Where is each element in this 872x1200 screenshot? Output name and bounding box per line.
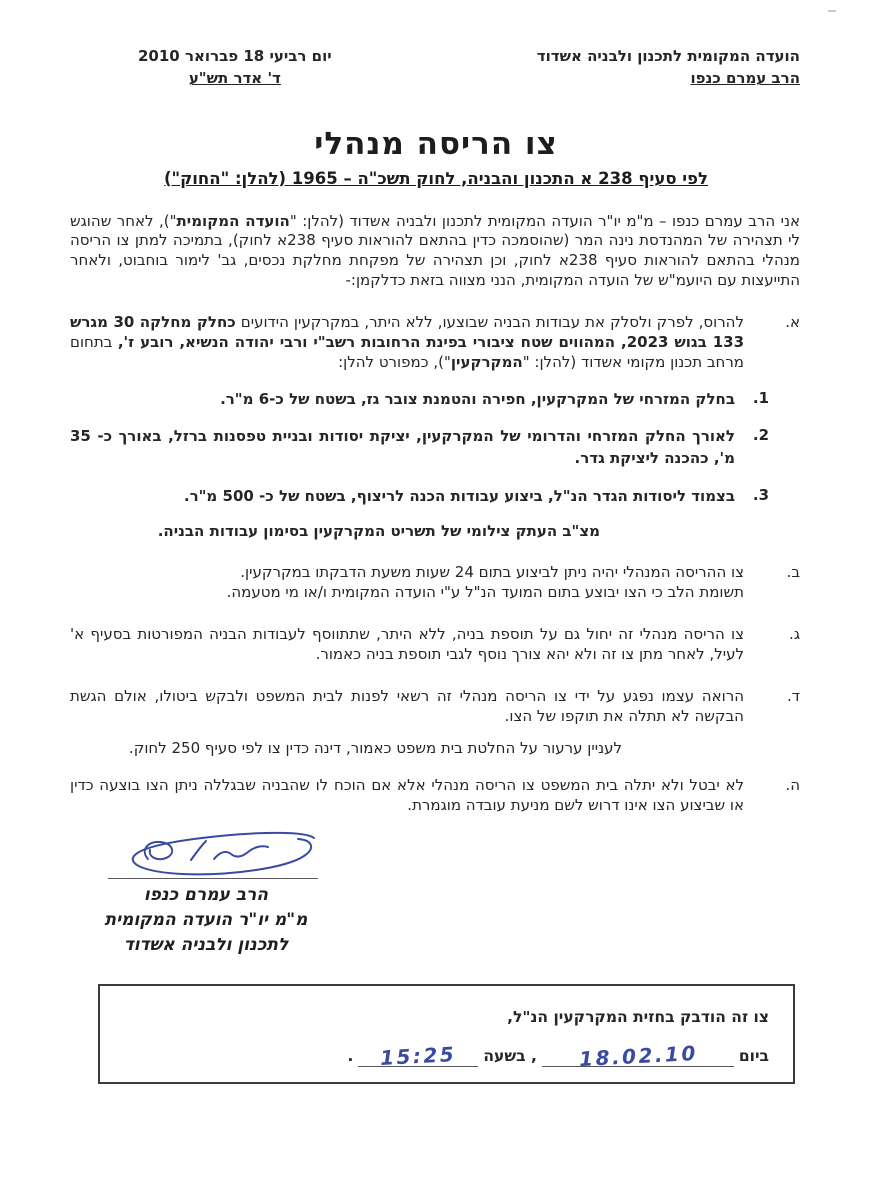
item-1-number: 1. — [752, 388, 769, 407]
posting-hour-label: , בשעה — [483, 1046, 537, 1065]
handwritten-time: 15:25 — [379, 1041, 458, 1070]
intro-text-2: "), לאחר שהוגש לי תצהירה של המהנדסת נינה המר (שהוסמכה כדין בהתאם להוראות סעיף 238א לחוק), בתמיכה למתן צו הריסה מנהלי בהתאם להוראות סעיף 238א לחוק, וכן תצהירה של מפקחת מחלקת נכסים, גב' לימור בוחבוט, ולאחר התייעצות עם היועמ"ש של הועדה המקומית, הנני מצווה בזאת כדלקמן:- — [70, 211, 800, 289]
posting-date-field — [542, 1040, 734, 1072]
demolition-item-1 — [70, 389, 800, 411]
demolition-item-3 — [70, 486, 800, 508]
intro-text-1: אני הרב עמרם כנפו – מ"מ יו"ר הועדה המקומית לתכנון ולבניה אשדוד (להלן: " — [289, 211, 800, 230]
posting-date-line — [124, 1040, 769, 1072]
section-a — [70, 313, 800, 373]
signatory-details — [80, 883, 332, 958]
signatory-role-1: מ"מ יו"ר הועדה המקומית — [104, 909, 308, 930]
document-body — [0, 212, 872, 1084]
section-b-text — [70, 563, 744, 603]
issuing-authority-block — [537, 46, 800, 90]
posting-time-field — [358, 1041, 478, 1070]
section-a-text — [70, 313, 744, 373]
gregorian-date: יום רביעי 18 פברואר 2010 — [138, 47, 332, 65]
section-a-part1: להרוס, לפרק ולסלק את עבודות הבניה שבוצעו, ללא היתר, במקרקעין הידועים — [235, 312, 744, 331]
posting-statement: צו זה הודבק בחזית המקרקעין הנ"ל, — [507, 1007, 769, 1026]
date-block — [138, 46, 332, 90]
signature-block — [80, 826, 332, 958]
item-2-number: 2. — [752, 426, 769, 445]
section-d-text: הרואה עצמו נפגע על ידי צו הריסה מנהלי זה רשאי לפנות לבית המשפט ולבקש ביטולו, אולם הגשת הבקשה לא תתלה את תוקפו של הצו. — [70, 686, 744, 725]
hebrew-date: ד' אדר תש"ע — [188, 68, 281, 87]
item-3-text: בצמוד ליסודות הגדר הנ"ל, ביצוע עבודות הכנה לריצוף, בשטח של כ- 500 מ"ר. — [183, 486, 735, 505]
section-d-marker: ד. — [787, 686, 800, 705]
section-e-text: לא יבטל ולא יתלה בית המשפט צו הריסה מנהלי אלא אם הוכח לו שהבניה שבגללה ניתן הצו בוצעה כדין או שביצוע הצו אינו דרוש לשם מניעת עובדה מוגמרת. — [70, 776, 744, 815]
appeal-note: לעניין ערעור על החלטת בית משפט כאמור, דינה כדין צו לפי סעיף 250 לחוק. — [128, 738, 622, 757]
item-1-text: בחלק המזרחי של המקרקעין, חפירה והטמנת צובר גז, בשטח של כ-6 מ"ר. — [220, 389, 735, 408]
section-c-marker: ג. — [789, 624, 800, 643]
posting-day-label: ביום — [738, 1046, 769, 1065]
intro-paragraph — [70, 212, 800, 291]
section-b-line2: תשומת הלב כי הצו יבוצע בתום המועד הנ"ל ע"י הועדה המקומית ו/או מי מטעמה. — [226, 582, 744, 601]
committee-name: הועדה המקומית לתכנון ולבניה אשדוד — [536, 47, 800, 65]
attachment-note: מצ"ב העתק צילומי של תשריט המקרקעין בסימון עבודות הבניה. — [157, 521, 600, 540]
section-b-line1: צו ההריסה המנהלי יהיה ניתן לביצוע בתום 24 שעות משעת הדבקתו במקרקעין. — [240, 563, 744, 581]
item-2-text: לאורך החלק המזרחי והדרומי של המקרקעין, יציקת יסודות ובניית טפסנות ברזל, באורך כ- 35 מ', כהכנה ליציקת גדר. — [70, 427, 735, 467]
section-a-part2: בתחום מרחב תכנון מקומי אשדוד (להלן: " — [70, 332, 744, 371]
signatory-name: הרב עמרם כנפו — [143, 885, 269, 905]
signature-line — [108, 878, 318, 879]
scan-artifact — [828, 10, 836, 12]
section-a-part3: "), כמפורט להלן: — [338, 352, 451, 371]
document-header — [0, 0, 872, 90]
signatory-role-2: לתכנון ולבניה אשדוד — [123, 934, 289, 955]
section-a-bold-premises: המקרקעין — [450, 352, 523, 371]
handwritten-date: 18.02.10 — [578, 1040, 698, 1072]
intro-bold-committee: הועדה המקומית — [176, 211, 290, 230]
section-e — [70, 776, 800, 816]
section-d — [70, 687, 800, 727]
rabbi-name-header: הרב עמרם כנפו — [690, 68, 800, 87]
item-3-number: 3. — [752, 485, 769, 504]
posting-confirmation-box — [98, 984, 795, 1084]
document-title: צו הריסה מנהלי — [314, 125, 558, 162]
section-b — [70, 563, 800, 603]
section-a-marker: א. — [785, 312, 800, 331]
section-b-marker: ב. — [786, 563, 800, 581]
section-c-text: צו הריסה מנהלי זה יחול גם על תוספת בניה, ללא היתר, שתתווסף לעבודות הבניה המפורטות בסעיף א' לעיל, לאחר מתן צו זה ולא יהא צורך נוסף לגבי תוספת בניה כאמור. — [70, 624, 744, 663]
section-e-marker: ה. — [785, 776, 800, 795]
title-block — [0, 126, 872, 188]
section-a-bold-parcel: כחלק מחלקה 30 מגרש 133 בגוש 2023, המהווים שטח ציבורי בפינת הרחובות רשב"י ורבי יהודה הנשיא, רובע ז', — [70, 312, 745, 351]
posting-line-period: . — [347, 1046, 354, 1065]
signature-scribble — [90, 826, 322, 882]
document-subtitle: לפי סעיף 238 א התכנון והבניה, לחוק תשכ"ה – 1965 (להלן: "החוק") — [163, 168, 709, 188]
section-c — [70, 625, 800, 665]
demolition-item-2 — [70, 426, 800, 470]
